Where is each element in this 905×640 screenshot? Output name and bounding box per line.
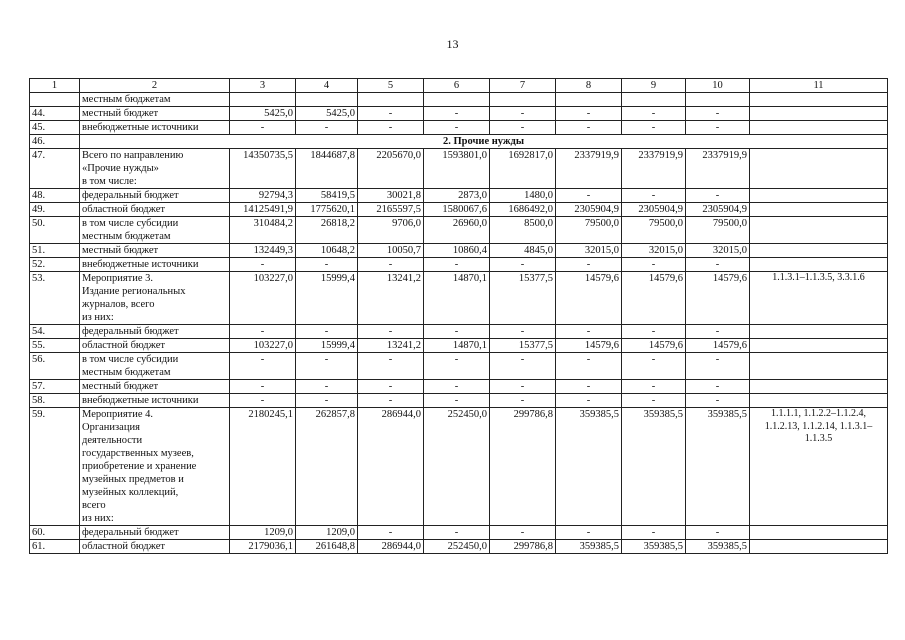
- value-cell: -: [556, 107, 622, 121]
- value-cell: -: [490, 258, 556, 272]
- value-cell: -: [358, 526, 424, 540]
- reference-cell: [750, 189, 888, 203]
- value-cell: 4845,0: [490, 244, 556, 258]
- value-cell: 2179036,1: [230, 540, 296, 554]
- value-cell: -: [490, 394, 556, 408]
- value-cell: 10860,4: [424, 244, 490, 258]
- value-cell: 1209,0: [296, 526, 358, 540]
- value-cell: [424, 93, 490, 107]
- row-number: 61.: [30, 540, 80, 554]
- value-cell: 79500,0: [556, 217, 622, 244]
- column-header: 10: [686, 79, 750, 93]
- row-number: 59.: [30, 408, 80, 526]
- table-row: [30, 540, 888, 554]
- value-cell: -: [490, 380, 556, 394]
- row-label: в том числе субсидии местным бюджетам: [80, 353, 230, 380]
- reference-cell: [750, 93, 888, 107]
- value-cell: 10050,7: [358, 244, 424, 258]
- row-number: 49.: [30, 203, 80, 217]
- value-cell: -: [358, 380, 424, 394]
- value-cell: 359385,5: [622, 408, 686, 526]
- column-header: 2: [80, 79, 230, 93]
- value-cell: -: [622, 121, 686, 135]
- value-cell: -: [556, 526, 622, 540]
- row-number: 52.: [30, 258, 80, 272]
- value-cell: -: [230, 258, 296, 272]
- row-number: 51.: [30, 244, 80, 258]
- value-cell: 1844687,8: [296, 149, 358, 189]
- value-cell: -: [556, 258, 622, 272]
- value-cell: 1593801,0: [424, 149, 490, 189]
- section-title: 2. Прочие нужды: [80, 135, 888, 149]
- value-cell: -: [490, 121, 556, 135]
- reference-cell: 1.1.1.1, 1.1.2.2–1.1.2.4, 1.1.2.13, 1.1.2.14, 1.1.3.1– 1.1.3.5: [750, 408, 888, 526]
- value-cell: 14579,6: [622, 272, 686, 325]
- value-cell: -: [296, 325, 358, 339]
- value-cell: 359385,5: [556, 540, 622, 554]
- value-cell: 2305904,9: [622, 203, 686, 217]
- value-cell: [230, 93, 296, 107]
- value-cell: 14870,1: [424, 272, 490, 325]
- value-cell: 2165597,5: [358, 203, 424, 217]
- row-label: внебюджетные источники: [80, 258, 230, 272]
- value-cell: 14579,6: [622, 339, 686, 353]
- value-cell: -: [490, 353, 556, 380]
- value-cell: 8500,0: [490, 217, 556, 244]
- row-label: Мероприятие 4. Организация деятельности государственных музеев, приобретение и хранение музейных предметов и музейных коллекций, всего из них:: [80, 408, 230, 526]
- value-cell: -: [230, 394, 296, 408]
- row-label: федеральный бюджет: [80, 189, 230, 203]
- value-cell: [358, 93, 424, 107]
- row-number: 50.: [30, 217, 80, 244]
- value-cell: 15999,4: [296, 339, 358, 353]
- row-label: местный бюджет: [80, 107, 230, 121]
- row-label: Мероприятие 3. Издание региональных журналов, всего из них:: [80, 272, 230, 325]
- value-cell: 13241,2: [358, 339, 424, 353]
- table-row: [30, 149, 888, 189]
- value-cell: 32015,0: [622, 244, 686, 258]
- value-cell: 14579,6: [686, 339, 750, 353]
- table-row: [30, 93, 888, 107]
- table-row: [30, 107, 888, 121]
- table-body: [30, 93, 888, 554]
- table-row: [30, 203, 888, 217]
- value-cell: 1209,0: [230, 526, 296, 540]
- value-cell: -: [622, 107, 686, 121]
- column-header: 7: [490, 79, 556, 93]
- reference-cell: [750, 121, 888, 135]
- value-cell: 2180245,1: [230, 408, 296, 526]
- table-row: [30, 526, 888, 540]
- row-number: 55.: [30, 339, 80, 353]
- value-cell: 261648,8: [296, 540, 358, 554]
- value-cell: -: [424, 107, 490, 121]
- value-cell: [556, 93, 622, 107]
- reference-cell: [750, 339, 888, 353]
- row-label: местный бюджет: [80, 244, 230, 258]
- value-cell: -: [358, 107, 424, 121]
- reference-cell: [750, 526, 888, 540]
- budget-table: [29, 78, 888, 554]
- value-cell: 2337919,9: [622, 149, 686, 189]
- reference-cell: [750, 244, 888, 258]
- value-cell: 2305904,9: [686, 203, 750, 217]
- value-cell: 2205670,0: [358, 149, 424, 189]
- value-cell: 1686492,0: [490, 203, 556, 217]
- value-cell: 9706,0: [358, 217, 424, 244]
- table-row: [30, 258, 888, 272]
- value-cell: -: [686, 380, 750, 394]
- value-cell: 32015,0: [556, 244, 622, 258]
- value-cell: -: [358, 394, 424, 408]
- value-cell: 359385,5: [556, 408, 622, 526]
- row-label: федеральный бюджет: [80, 325, 230, 339]
- value-cell: -: [358, 258, 424, 272]
- value-cell: 2337919,9: [556, 149, 622, 189]
- value-cell: 359385,5: [622, 540, 686, 554]
- section-row: [30, 135, 888, 149]
- value-cell: -: [556, 325, 622, 339]
- value-cell: -: [424, 258, 490, 272]
- column-header: 11: [750, 79, 888, 93]
- value-cell: 14350735,5: [230, 149, 296, 189]
- reference-cell: [750, 353, 888, 380]
- value-cell: 359385,5: [686, 408, 750, 526]
- value-cell: -: [686, 121, 750, 135]
- row-number: 54.: [30, 325, 80, 339]
- row-label: федеральный бюджет: [80, 526, 230, 540]
- value-cell: 14579,6: [556, 272, 622, 325]
- table-row: [30, 380, 888, 394]
- value-cell: -: [556, 394, 622, 408]
- value-cell: -: [622, 325, 686, 339]
- row-number: 48.: [30, 189, 80, 203]
- value-cell: 5425,0: [230, 107, 296, 121]
- table-row: [30, 339, 888, 353]
- column-header: 5: [358, 79, 424, 93]
- row-number: 60.: [30, 526, 80, 540]
- reference-cell: [750, 380, 888, 394]
- reference-cell: [750, 540, 888, 554]
- table-row: [30, 353, 888, 380]
- value-cell: 79500,0: [686, 217, 750, 244]
- row-number: [30, 93, 80, 107]
- row-label: внебюджетные источники: [80, 121, 230, 135]
- value-cell: -: [622, 526, 686, 540]
- page-number: 13: [446, 37, 459, 51]
- column-header: 6: [424, 79, 490, 93]
- row-label: внебюджетные источники: [80, 394, 230, 408]
- column-header: 3: [230, 79, 296, 93]
- column-header: 8: [556, 79, 622, 93]
- value-cell: -: [296, 394, 358, 408]
- value-cell: 10648,2: [296, 244, 358, 258]
- value-cell: -: [424, 121, 490, 135]
- value-cell: 1480,0: [490, 189, 556, 203]
- value-cell: -: [622, 353, 686, 380]
- table-row: [30, 121, 888, 135]
- value-cell: -: [556, 353, 622, 380]
- value-cell: 14579,6: [686, 272, 750, 325]
- value-cell: 15999,4: [296, 272, 358, 325]
- value-cell: 1580067,6: [424, 203, 490, 217]
- row-number: 46.: [30, 135, 80, 149]
- reference-cell: 1.1.3.1–1.1.3.5, 3.3.1.6: [750, 272, 888, 325]
- value-cell: 310484,2: [230, 217, 296, 244]
- value-cell: -: [556, 380, 622, 394]
- row-label: Всего по направлению «Прочие нужды» в том числе:: [80, 149, 230, 189]
- value-cell: 79500,0: [622, 217, 686, 244]
- column-header: 4: [296, 79, 358, 93]
- value-cell: -: [686, 325, 750, 339]
- value-cell: -: [622, 394, 686, 408]
- value-cell: -: [296, 121, 358, 135]
- table-row: [30, 325, 888, 339]
- reference-cell: [750, 217, 888, 244]
- value-cell: 103227,0: [230, 272, 296, 325]
- row-label: областной бюджет: [80, 339, 230, 353]
- value-cell: -: [686, 258, 750, 272]
- reference-cell: [750, 203, 888, 217]
- column-header: 1: [30, 79, 80, 93]
- value-cell: -: [230, 121, 296, 135]
- value-cell: 15377,5: [490, 339, 556, 353]
- value-cell: -: [296, 353, 358, 380]
- value-cell: -: [686, 394, 750, 408]
- value-cell: 359385,5: [686, 540, 750, 554]
- value-cell: 286944,0: [358, 540, 424, 554]
- table-row: [30, 408, 888, 526]
- value-cell: 14579,6: [556, 339, 622, 353]
- value-cell: 299786,8: [490, 540, 556, 554]
- value-cell: 103227,0: [230, 339, 296, 353]
- value-cell: -: [230, 353, 296, 380]
- row-label: областной бюджет: [80, 540, 230, 554]
- value-cell: -: [296, 380, 358, 394]
- value-cell: -: [490, 526, 556, 540]
- value-cell: 26818,2: [296, 217, 358, 244]
- value-cell: -: [230, 325, 296, 339]
- table-row: [30, 394, 888, 408]
- row-number: 44.: [30, 107, 80, 121]
- value-cell: -: [424, 325, 490, 339]
- table-row: [30, 217, 888, 244]
- value-cell: -: [686, 189, 750, 203]
- value-cell: -: [556, 189, 622, 203]
- row-number: 47.: [30, 149, 80, 189]
- row-number: 53.: [30, 272, 80, 325]
- value-cell: 14870,1: [424, 339, 490, 353]
- value-cell: 2305904,9: [556, 203, 622, 217]
- value-cell: 132449,3: [230, 244, 296, 258]
- table-row: [30, 244, 888, 258]
- value-cell: 252450,0: [424, 408, 490, 526]
- value-cell: 299786,8: [490, 408, 556, 526]
- value-cell: -: [358, 325, 424, 339]
- value-cell: -: [686, 526, 750, 540]
- row-number: 58.: [30, 394, 80, 408]
- reference-cell: [750, 149, 888, 189]
- value-cell: [686, 93, 750, 107]
- value-cell: 92794,3: [230, 189, 296, 203]
- value-cell: -: [424, 526, 490, 540]
- row-label: в том числе субсидии местным бюджетам: [80, 217, 230, 244]
- row-label: местным бюджетам: [80, 93, 230, 107]
- value-cell: 5425,0: [296, 107, 358, 121]
- value-cell: 1775620,1: [296, 203, 358, 217]
- value-cell: -: [358, 121, 424, 135]
- value-cell: 26960,0: [424, 217, 490, 244]
- value-cell: [296, 93, 358, 107]
- value-cell: -: [490, 107, 556, 121]
- value-cell: 15377,5: [490, 272, 556, 325]
- reference-cell: [750, 325, 888, 339]
- row-label: областной бюджет: [80, 203, 230, 217]
- reference-cell: [750, 394, 888, 408]
- value-cell: -: [556, 121, 622, 135]
- row-label: местный бюджет: [80, 380, 230, 394]
- value-cell: -: [686, 107, 750, 121]
- value-cell: -: [296, 258, 358, 272]
- value-cell: -: [622, 189, 686, 203]
- value-cell: 2873,0: [424, 189, 490, 203]
- value-cell: -: [424, 353, 490, 380]
- value-cell: 14125491,9: [230, 203, 296, 217]
- value-cell: 2337919,9: [686, 149, 750, 189]
- value-cell: 286944,0: [358, 408, 424, 526]
- reference-cell: [750, 107, 888, 121]
- value-cell: 252450,0: [424, 540, 490, 554]
- column-header-row: [30, 79, 888, 93]
- value-cell: -: [686, 353, 750, 380]
- table-row: [30, 272, 888, 325]
- value-cell: -: [622, 380, 686, 394]
- reference-cell: [750, 258, 888, 272]
- value-cell: 13241,2: [358, 272, 424, 325]
- value-cell: 32015,0: [686, 244, 750, 258]
- row-number: 56.: [30, 353, 80, 380]
- row-number: 45.: [30, 121, 80, 135]
- value-cell: -: [622, 258, 686, 272]
- column-header: 9: [622, 79, 686, 93]
- value-cell: -: [424, 380, 490, 394]
- value-cell: 262857,8: [296, 408, 358, 526]
- value-cell: -: [490, 325, 556, 339]
- value-cell: -: [358, 353, 424, 380]
- value-cell: 30021,8: [358, 189, 424, 203]
- value-cell: [490, 93, 556, 107]
- value-cell: [622, 93, 686, 107]
- value-cell: 1692817,0: [490, 149, 556, 189]
- value-cell: 58419,5: [296, 189, 358, 203]
- value-cell: -: [424, 394, 490, 408]
- value-cell: -: [230, 380, 296, 394]
- table-row: [30, 189, 888, 203]
- row-number: 57.: [30, 380, 80, 394]
